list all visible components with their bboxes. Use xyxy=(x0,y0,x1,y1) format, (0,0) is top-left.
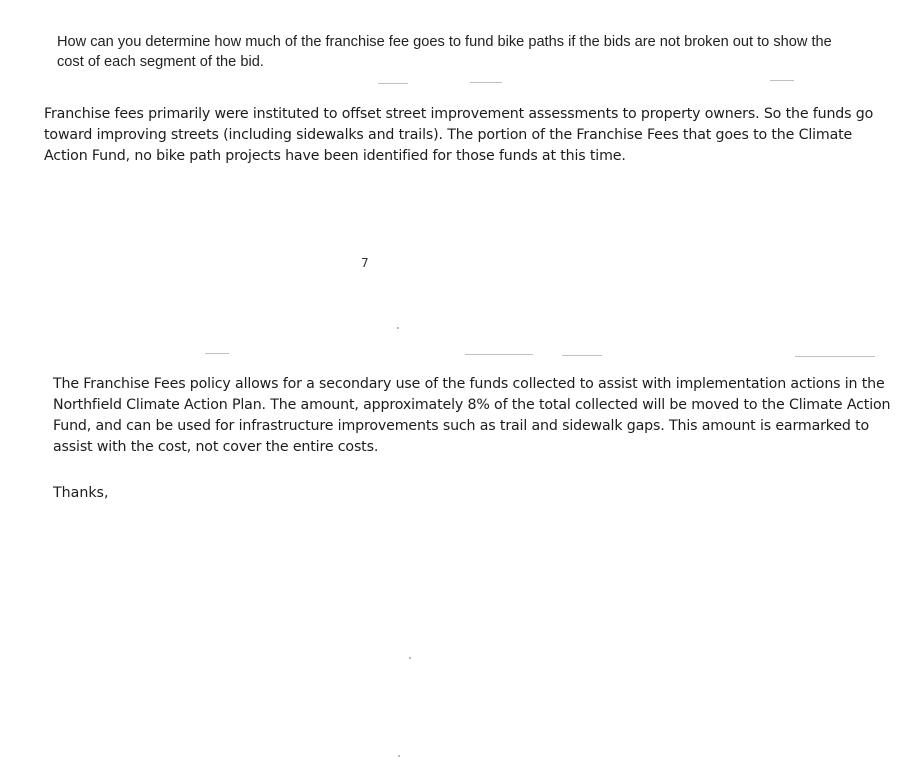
answer-paragraph-1: Franchise fees primarily were instituted to offset street improvement assessments to property owners. So the funds go toward improving streets (including sidewalks and trails). The portion of the Franchise Fees that goes to the Climate Action Fund, no bike path projects have been identified for those funds at this time. xyxy=(44,106,874,164)
scan-rule xyxy=(770,80,794,81)
scan-rule xyxy=(562,355,602,356)
scan-speck xyxy=(398,755,400,757)
scan-rule xyxy=(205,353,229,354)
scan-rule xyxy=(465,354,533,355)
scan-rule xyxy=(470,82,502,83)
question-text: How can you determine how much of the franchise fee goes to fund bike paths if the bids are not broken out to show the cost of each segment of the bid. xyxy=(57,34,832,70)
scan-rule xyxy=(378,83,408,84)
closing-text: Thanks, xyxy=(53,485,109,501)
scan-speck xyxy=(397,327,399,329)
page-mark: 7 xyxy=(361,256,369,270)
scan-rule xyxy=(795,356,875,357)
answer-paragraph-2: The Franchise Fees policy allows for a secondary use of the funds collected to assist with implementation actions in the Northfield Climate Action Plan. The amount, approximately 8% of the total collected will be moved to the Climate Action Fund, and can be used for infrastructure improvements such as trail and sidewalk gaps. This amount is earmarked to assist with the cost, not cover the entire costs. xyxy=(53,376,891,455)
scan-speck xyxy=(409,657,411,659)
